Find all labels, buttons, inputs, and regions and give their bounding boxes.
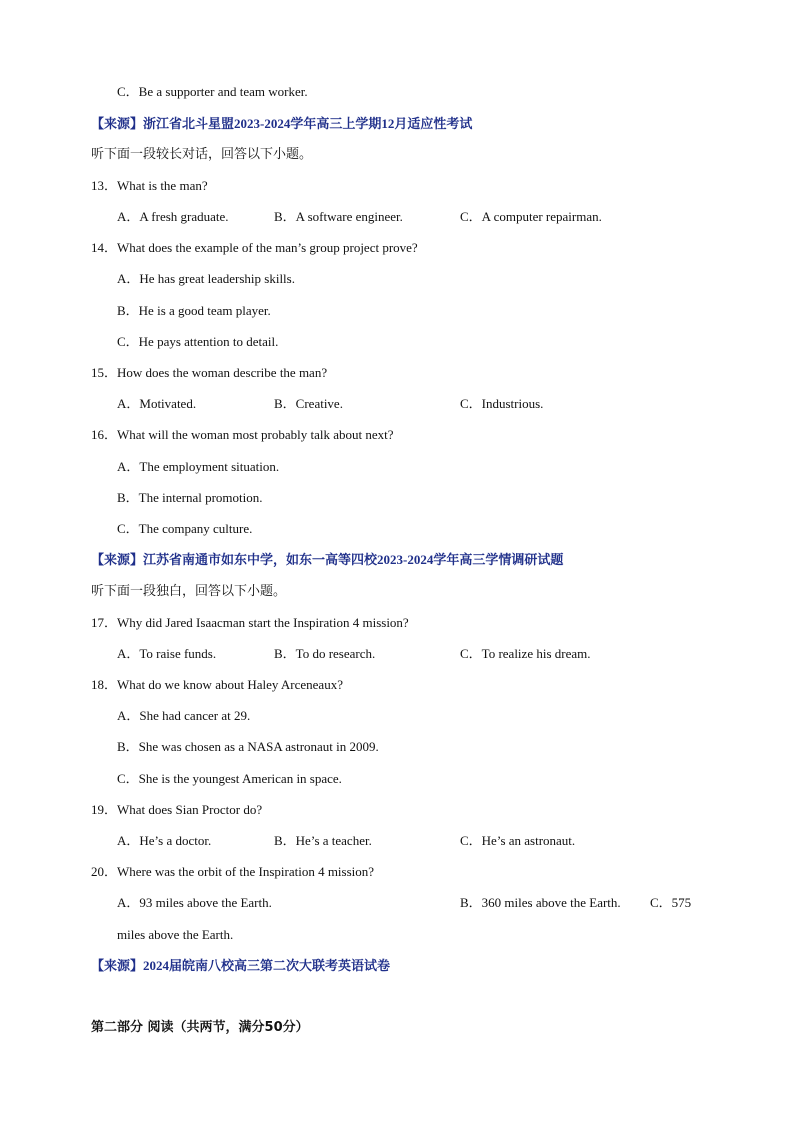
question-15-option-a: A．Motivated. [117,396,197,411]
question-16-option-b: B．The internal promotion. [117,490,263,505]
question-19-stem: 19．What does Sian Proctor do? [91,802,263,817]
question-15-option-b: B．Creative. [274,396,343,411]
question-13-option-b: B．A software engineer. [274,209,403,224]
question-20-option-c: C．575 [650,895,692,910]
question-15-option-c: C．Industrious. [460,396,544,411]
question-13-stem: 13．What is the man? [91,178,208,193]
question-19-option-a: A．He’s a doctor. [117,833,212,848]
section-heading: 第二部分 阅读（共两节，满分50分） [91,1020,309,1035]
question-18-option-c: C．She is the youngest American in space. [117,771,342,786]
question-20-option-a: A．93 miles above the Earth. [117,895,272,910]
question-13-option-c: C．A computer repairman. [460,209,602,224]
question-18-option-b: B．She was chosen as a NASA astronaut in 2009. [117,739,379,754]
question-16-option-c: C．The company culture. [117,521,253,536]
question-14-option-c: C．He pays attention to detail. [117,334,279,349]
question-20-option-b: B．360 miles above the Earth. [460,895,621,910]
question-13-option-a: A．A fresh graduate. [117,209,229,224]
question-20-stem: 20．Where was the orbit of the Inspiration 4 mission? [91,864,375,879]
question-17-option-b: B．To do research. [274,646,376,661]
question-16-option-a: A．The employment situation. [117,459,280,474]
source-label-2: 【来源】江苏省南通市如东中学，如东一高等四校2023-2024学年高三学情调研试题 [91,552,564,567]
question-14-option-a: A．He has great leadership skills. [117,271,295,286]
question-15-stem: 15．How does the woman describe the man? [91,365,328,380]
source-label-3: 【来源】2024届皖南八校高三第二次大联考英语试卷 [91,958,391,973]
question-17-option-c: C．To realize his dream. [460,646,591,661]
question-19-option-c: C．He’s an astronaut. [460,833,576,848]
question-14-stem: 14．What does the example of the man’s group project prove? [91,240,418,255]
question-17-stem: 17．Why did Jared Isaacman start the Inspiration 4 mission? [91,615,409,630]
question-18-stem: 18．What do we know about Haley Arceneaux? [91,677,343,692]
instruction-2: 听下面一段独白，回答以下小题。 [91,584,287,599]
question-20-option-c-continued: miles above the Earth. [117,927,234,942]
question-18-option-a: A．She had cancer at 29. [117,708,251,723]
question-14-option-b: B．He is a good team player. [117,303,271,318]
question-16-stem: 16．What will the woman most probably talk about next? [91,427,394,442]
question-19-option-b: B．He’s a teacher. [274,833,372,848]
question-17-option-a: A．To raise funds. [117,646,217,661]
option-c-previous: C．Be a supporter and team worker. [117,84,308,99]
instruction-1: 听下面一段较长对话，回答以下小题。 [91,147,313,162]
source-label-1: 【来源】浙江省北斗星盟2023-2024学年高三上学期12月适应性考试 [91,116,473,131]
